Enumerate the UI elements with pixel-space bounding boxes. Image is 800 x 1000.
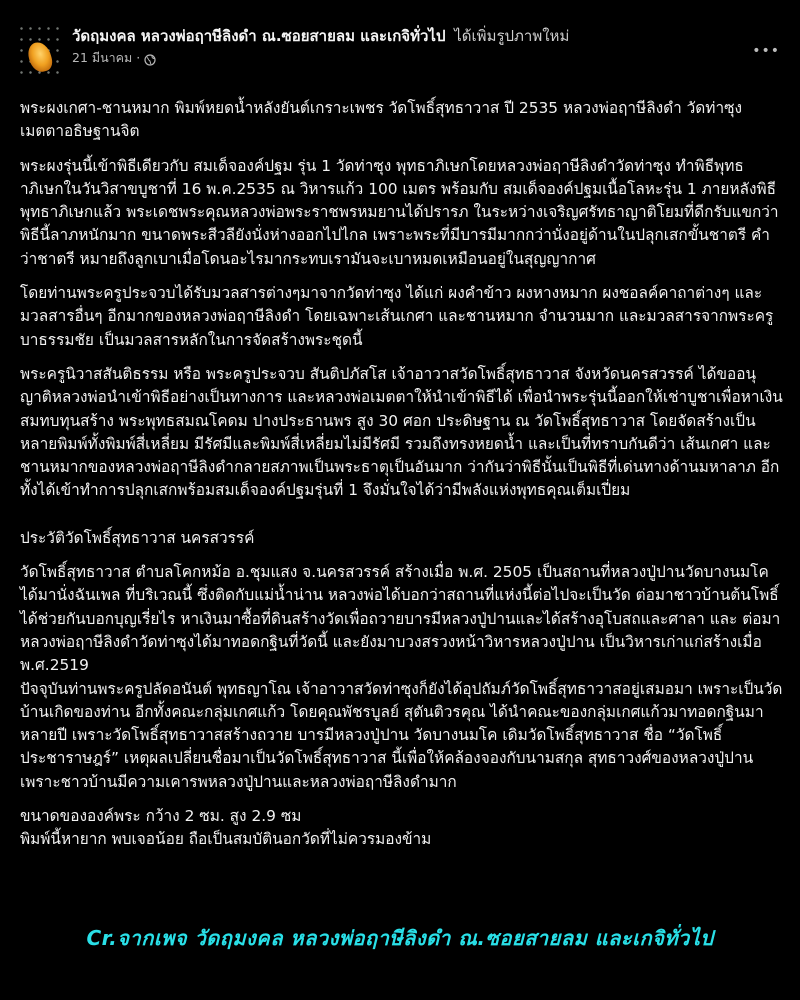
history-paragraph: วัดโพธิ์สุทธาวาส ตำบลโคกหม้อ อ.ชุมแสง จ.นครสวรรค์ สร้างเมื่อ พ.ศ. 2505 เป็นสถานที่หลวงปู่ปานวัดบางนมโคได้มานั่งฉันเพล ที่บริเวณนี้ ซึ่งติดกับแม่น้ำน่าน หลวงพ่อได้บอกว่าสถานที่แห่งนี้ต่อไปจะเป็นวัด ต่อมาชาวบ้านต้นโพธิ์ได้ช่วยกันบอกบุญเรี่ยไร หาเงินมาซื้อที่ดินสร้างวัดเพื่อถวายบารมีหลวงปู่ปานและได้สร้างอุโบสถและศาลา และ ต่อมาหลวงพ่อฤาษีลิงดำวัดท่าซุงได้มาทอดกฐินที่วัดนี้ และยังมาบวงสรวงหน้าวิหารหลวงปู่ปาน เป็นวิหารเก่าแก่สร้างเมื่อ พ.ศ.2519	[20, 563, 781, 675]
rarity-line: พิมพ์นี้หายาก พบเจอน้อย ถือเป็นสมบัตินอกวัดที่ไม่ควรมองข้าม	[20, 830, 432, 849]
post-paragraph: โดยท่านพระครูประจวบได้รับมวลสารต่างๆมาจากวัดท่าซุง ได้แก่ ผงคำข้าว ผงหางหมาก ผงชอลค์คาถาต่างๆ และมวลสารอื่นๆ อีกมากของหลวงพ่อฤาษีลิงดำ โดยเฉพาะเส้นเกศา และชานหมาก จำนวนมาก และมวลสารจากพระครูบาธรรมชัย เป็นมวลสารหลักในการจัดสร้างพระชุดนี้	[20, 284, 774, 349]
author-action: ได้เพิ่มรูปภาพใหม่	[454, 27, 570, 45]
author-line	[72, 26, 780, 46]
page-avatar[interactable]	[20, 26, 64, 74]
history-title: ประวัติวัดโพธิ์สุทธาวาส นครสวรรค์	[20, 528, 255, 547]
post-paragraph: พระผงรุ่นนี้เข้าพิธีเดียวกับ สมเด็จองค์ปฐม รุ่น 1 วัดท่าซุง พุทธาภิเษกโดยหลวงพ่อฤาษีลิงดำวัดท่าซุง ทำพิธีพุทธาภิเษกในวันวิสาขบูชาที่ 16 พ.ค.2535 ณ วิหารแก้ว 100 เมตร พร้อมกับ สมเด็จองค์ปฐมเนื้อโลหะรุ่น 1 ภายหลังพิธีพุทธาภิเษกแล้ว พระเดชพระคุณหลวงพ่อพระราชพรหมยานได้ปรารภ ในระหว่างเจริญศรัทธาญาติโยมที่ดีกรับแขกว่าพิธีนี้ลาภหนักมาก ขนาดพระสีวลียังนั่งห่างออกไปไกล เพราะพระที่มีบารมีมากกว่านั่งอยู่ด้านในปลุกเสกขั้นชาตรี คำว่าชาตรี หมายถึงลูกเบาเมื่อโดนอะไรมากระทบเรามันจะเบาหมดเหมือนอยู่ในสุญญากาศ	[20, 156, 779, 268]
post-paragraph: พระครูนิวาสสันติธรรม หรือ พระครูประจวบ สันติปภัสโส เจ้าอาวาสวัดโพธิ์สุทธาวาส จังหวัดนครสวรรค์ ได้ขออนุญาติหลวงพ่อนำเข้าพิธีอย่างเป็นทางการ และหลวงพ่อเมตตาให้นำเข้าพิธีได้ เพื่อนำพระรุ่นนี้ออกให้เช่าบูชาเพื่อหาเงินสมทบทุนสร้าง พระพุทธสมณโคดม ปางประธานพร สูง 30 ศอก ประดิษฐาน ณ วัดโพธิ์สุทธาวาส โดยจัดสร้างเป็นหลายพิมพ์ทั้งพิมพ์สี่เหลี่ยม มีรัศมีและพิมพ์สี่เหลี่ยมไม่มีรัศมี รวมถึงทรงหยดน้ำ และเป็นที่ทราบกันดีว่า เส้นเกศา และ ชานหมากของหลวงพ่อฤาษีลิงดำกลายสภาพเป็นพระธาตุเป็นอันมาก ว่ากันว่าพิธีนั้นเป็นพิธีที่เด่นทางด้านมหาลาภ อีกทั้งได้เข้าทำการปลุกเสกพร้อมสมเด็จองค์ปฐมรุ่นที่ 1 จึงมั่นใจได้ว่ามีพลังแห่งพุทธคุณเต็มเปี่ยม	[20, 364, 783, 500]
post-header	[20, 26, 780, 84]
post-title: พระผงเกศา-ชานหมาก พิมพ์หยดน้ำหลังยันต์เกราะเพชร วัดโพธิ์สุทธาวาส ปี 2535 หลวงพ่อฤาษีลิงดำ วัดท่าซุง เมตตาอธิษฐานจิต	[20, 99, 743, 141]
post-body	[20, 97, 785, 863]
credit-caption: Cr.จากเพจ วัดฤมงคล หลวงพ่อฤาษีลิงดำ ณ.ซอยสายลม และเกจิทั่วไป	[86, 926, 714, 950]
globe-icon[interactable]	[144, 52, 156, 64]
history-paragraph: ปัจจุบันท่านพระครูปลัดอนันต์ พุทธญาโณ เจ้าอาวาสวัดท่าซุงก็ยังได้อุปถัมภ์วัดโพธิ์สุทธาวาสอยู่เสมอมา เพราะเป็นวัดบ้านเกิดของท่าน อีกทั้งคณะกลุ่มเกศแก้ว โดยคุณพัชรบูลย์ สุตันติวรคุณ ได้นำคณะของกลุ่มเกศแก้วมาทอดกฐินมาหลายปี เพราะวัดโพธิ์สุทธาวาสสร้างถวาย บารมีหลวงปู่ปาน วัดบางนมโค เดิมวัดโพธิ์สุทธาวาส ชื่อ “วัดโพธิ์ประชาราษฎร์” เหตุผลเปลี่ยนชื่อมาเป็นวัดโพธิ์สุทธาวาส นี้เพื่อให้คล้องจองกับนามสกุล สุทธาวงศ์ของหลวงปู่ปาน เพราะชาวบ้านมีความเคารพหลวงปู่ปานและหลวงพ่อฤาษีลิงดำมาก	[20, 679, 783, 791]
size-line: ขนาดขององค์พระ กว้าง 2 ซม. สูง 2.9 ซม	[20, 807, 302, 826]
post-meta	[72, 43, 780, 68]
post-date-link[interactable]: 21 มีนาคม	[72, 50, 133, 65]
more-options-button[interactable]: •••	[752, 43, 780, 59]
author-name-link[interactable]: วัดฤมงคล หลวงพ่อฤาษีลิงดำ ณ.ซอยสายลม และเกจิทั่วไป	[72, 27, 446, 45]
header-text	[72, 26, 780, 68]
meta-separator: ·	[136, 50, 141, 65]
